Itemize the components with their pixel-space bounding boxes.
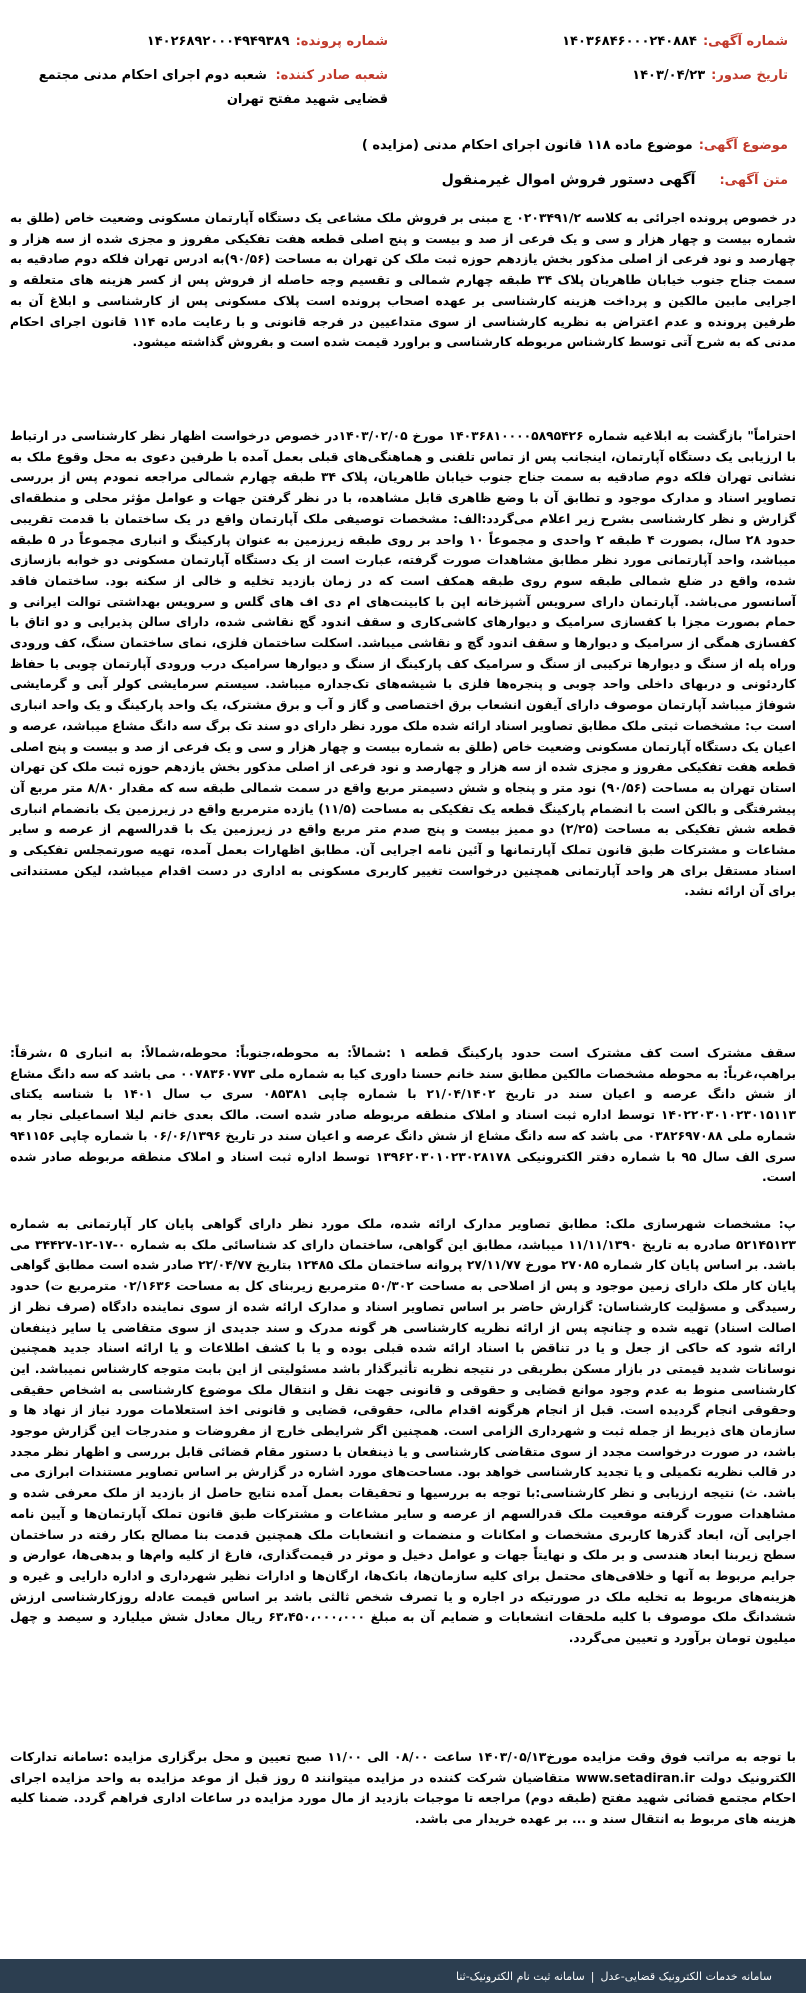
site-footer	[0, 1959, 806, 1993]
paragraph-expert-report: احتراماً" بازگشت به ابلاغیه شماره ۱۴۰۳۶۸۱۰۰۰۰۵۸۹۵۴۲۶ مورخ ۱۴۰۳/۰۲/۰۵در خصوص درخواست اظهار نظر کارشناسی در ارتباط با ارزیابی یک دستگاه آپارتمان، اینجانب پس از تماس تلفنی و هماهنگی‌های قبلی بعمل آمده با طرفین دعوی به محل وقوع ملک به نشانی تهران فلکه دوم صادقیه به سمت جناح جنوب خیابان طاهریان، پلاک ۳۴ طبقه چهارم شمالی مراجعه نمودم پس از بررسی تصاویر اسناد و مدارک موجود و تطابق آن با وضع ظاهری قابل مشاهده، با در نظر گرفتن جهات و عوامل مؤثر محلی و منطقه‌ای گزارش و نظر کارشناسی بشرح زیر اعلام می‌گردد:الف: مشخصات توصیفی ملک آپارتمان واقع در یک ساختمان با قدمت تقریبی حدود ۲۸ سال، بصورت ۴ طبقه ۲ واحدی و مجموعاً ۱۰ واحد بر روی طبقه زیرزمین به عنوان پارکینگ و انباری مجموعاً در ۵ طبقه میباشد، واحد آپارتمانی مورد نظر مطابق مشاهدات صورت گرفته، عبارت است از یک دستگاه آپارتمان مسکونی دو خوابه بازسازی شده، واقع در ضلع شمالی طبقه سوم روی طبقه همکف است که در زمان بازدید تخلیه و خالی از سکنه بود. ساختمان فاقد آسانسور می‌باشد. آپارتمان دارای سرویس آشپزخانه اپن با کابینت‌های ام دی اف های گلس و سرویس بهداشتی توالت ایرانی و حمام بصورت مجزا با کفسازی سرامیک و دیوارهای کاشی‌کاری و سقف اندود گچ نقاشی شده، دارای سالن پذیرایی و دو اتاق با کفسازی همگی از سرامیک و دیوارها و سقف اندود گچ و نقاشی میباشد. اسکلت ساختمان فلزی، نمای ساختمان سنگ، کف ورودی وراه پله از سنگ و دیوارها ترکیبی از سنگ و سرامیک کف پارکینگ از سنگ و دیوارها سرامیک درب ورودی آپارتمان چوبی با حفاظ کاردئونی و دربهای داخلی واحد چوبی و پنجره‌ها فلزی با شیشه‌های تک‌جداره میباشد. سیستم سرمایشی کولر آبی و گرمایشی شوفاژ میباشد آپارتمان موصوف دارای آیفون انشعاب برق اختصاصی و گاز و آب و برق مشترک، یک واحد پارکینگ و یک واحد انباری است ب: مشخصات ثبتی ملک مطابق تصاویر اسناد ارائه شده ملک مورد نظر دارای دو سند تک برگ سه دانگ مشاع میباشد، عرصه و اعیان یک دستگاه آپارتمان مسکونی وضعیت خاص (طلق به شماره بیست و چهار هزار و سی و یک فرعی از صد و بیست و پنج اصلی قطعه هفت تفکیکی مفروز و مجزی شده از سه هزار و چهارصد و نود فرعی از اصلی مذکور بخش یازدهم حوزه ثبت ملک کن تهران استان تهران به مساحت (۹۰/۵۶) نود متر و پنجاه و شش دسیمتر مربع واقع در سمت شمالی طبقه سه که مقدار ۸/۸۰ متر مربع آن پیشرفتگی و بالکن است با انضمام پارکینگ قطعه یک تفکیکی به مساحت (۱۱/۵) یازده مترمربع واقع در زیرزمین یک بانضمام انباری قطعه شش تفکیکی به مساحت (۲/۲۵) دو ممیز بیست و پنج صدم متر مربع واقع در زیرزمین یک با قدرالسهم از عرصه و سایر مشاعات و مشترکات طبق قانون تملک آپارتمانها و آئین نامه اجرایی آن. مطابق اظهارات بعمل آمده، تهیه صورتمجلس تفکیکی و اسناد مستقل برای هر واحد آپارتمانی همچنین درخواست تغییر کاربری مسکونی به اداری در دست اقدام میباشد، لیکن مستنداتی برای آن ارائه نشد.	[10, 429, 797, 899]
text-label: متن آگهی:	[719, 172, 788, 188]
issue-date-label: تاریخ صدور:	[711, 67, 788, 83]
ad-text-header	[18, 172, 788, 188]
footer-link-adl[interactable]: سامانه خدمات الکترونیک قضایی-عدل	[600, 1969, 772, 1983]
branch-label: شعبه صادر کننده:	[275, 68, 388, 83]
subject-value: موضوع ماده ۱۱۸ قانون اجرای احکام مدنی (مزایده )	[361, 138, 693, 153]
issue-date-value: ۱۴۰۳/۰۴/۲۳	[632, 67, 706, 83]
paragraph-owners: سقف مشترک است کف مشترک است حدود پارکینگ قطعه ۱ :شمالاً: به محوطه،جنوباً: محوطه،شمالاً: به انباری ۵ ،شرقاً: براهپ،غرباً: به محوطه مشخصات مالکین مطابق سند خانم حسنا داوری کیا به شماره ملی ۰۰۷۸۳۶۰۷۷۳ می باشد که سه دانگ مشاع از شش دانگ عرصه و اعیان سند در تاریخ ۲۱/۰۴/۱۴۰۲ با شماره چاپی ۰۸۵۳۸۱ سری ب سال ۱۴۰۱ با شناسه یکتای ۱۴۰۲۲۰۳۰۱۰۲۳۰۱۵۱۱۳ توسط اداره ثبت اسناد و املاک منطقه مربوطه صادر شده است. مالک بعدی خانم لیلا اسماعیلی نجار به شماره ملی ۰۳۸۲۶۹۷۰۸۸ می باشد که سه دانگ مشاع از شش دانگ عرصه و اعیان سند در تاریخ ۰۶/۰۶/۱۳۹۶ با شماره چاپی ۹۴۱۱۵۶ سری الف سال ۹۵ با شماره دفتر الکترونیکی ۱۳۹۶۲۰۳۰۱۰۲۳۰۲۸۱۷۸ توسط اداره ثبت اسناد و املاک منطقه مربوطه صادر شده است.	[10, 1046, 796, 1185]
paragraph-valuation: پ: مشخصات شهرسازی ملک: مطابق تصاویر مدارک ارائه شده، ملک مورد نظر دارای گواهی پایان کار آپارتمانی به شماره ۵۲۱۴۵۱۲۳ صادره به تاریخ ۱۱/۱۱/۱۳۹۰ میباشد، مطابق این گواهی، ساختمان دارای کد شناسائی ملک به شماره ۰-۱۷-۱۲-۳۴۴۲۷ می باشد. بر اساس پایان کار شماره ۲۷۰۸۵ مورخ ۲۷/۱۱/۷۷ پروانه ساختمان ملک ۱۲۴۸۵ بتاریخ ۲۲/۰۴/۷۷ صادر شده است مطابق گواهی پایان کار ملک دارای زمین موجود و پس از اصلاحی به مساحت ۵۰/۳۰۲ مترمربع زیربنای کل به مساحت ۰۲/۱۶۳۶ مترمربع ت) حدود رسیدگی و مسؤلیت کارشناسان: گزارش حاضر بر اساس تصاویر اسناد و مدارک ارائه شده از سوی نماینده دادگاه (صرف نظر از اصالت اسناد) تهیه شده و چنانچه پس از ارائه نظریه کارشناسی هر گونه مدرک و سند جدیدی از سوی متقاضی یا سایر ذینفعان ارائه شود که حاکی از جعل و یا در تناقض با اسناد ارائه شده قبلی بوده و یا با کشف اطلاعات و یا ارائه اسناد جدید همچنین نوسانات شدید قیمتی در بازار مسکن بطریقی در نتیجه نظریه تأثیرگذار باشد مسئولیتی از این بابت متوجه کارشناس نمیباشد. این کارشناسی منوط به عدم وجود موانع قضایی و حقوقی و قانونی جهت نقل و انتقال ملک موضوع کارشناسی به اشخاص حقیقی وحقوقی انجام گردیده است. قبل از انجام هرگونه اقدام مالی، حقوقی، قضایی و قانونی اخذ استعلامات مورد نیاز از نهاد ها و سازمان های ذیربط از جمله ثبت و شهرداری الزامی است. همچنین اگر شرایطی خارج از مفروضات و مندرجات این گزارش موجود باشد، در صورت درخواست مجدد از سوی متقاضی کارشناسی و یا ذینفعان با دستور مقام قضائی قابل بررسی و اظهار نظر مجدد در قالب نظریه تکمیلی و یا تجدید کارشناسی خواهد بود. مساحت‌های مورد اشاره در گزارش بر اساس تصاویر مستندات ابرازی می باشد. ث) نتیجه ارزیابی و نظر کارشناسی:با توجه به بررسیها و تحقیقات بعمل آمده نتایج حاصل از بازدید از ملک معرفی شده و مشاهدات صورت گرفته موقعیت ملک قدرالسهم از عرصه و سایر مشاعات و مشترکات طبق قانون تملک آپارتمان‌ها و آیین نامه اجرایی آن، ابعاد گذرها کاربری مشخصات و امکانات و منضمات و انشعابات ملک همچنین قدمت بنا مصالح بکار رفته در ساختمان سطح زیربنا ابعاد هندسی و بر ملک و نهایتاً جهات و عوامل دخیل و موثر در قیمت‌گذاری، فارغ از کلیه وام‌ها و بدهی‌ها، عوارض و جرایم مربوط به آنها و خلافی‌های محتمل برای کلیه سازمان‌ها، بانک‌ها، ارگان‌ها و ادارات نظیر شهرداری و اداره دارایی و غیره و هزینه‌های مربوط به تخلیه ملک در صورتیکه در اجاره و یا تصرف شخص ثالثی باشد بر اساس قیمت عادله روزکارشناسی ارزش ششدانگ ملک موصوف با کلیه ملحقات انشعابات و ضمایم آن به مبلغ ۶۳،۴۵۰،۰۰۰،۰۰۰ ریال معادل شش میلیارد و سیصد و چهل میلیون تومان برآورد و تعیین می‌گردد.	[10, 1217, 797, 1646]
footer-link-sana[interactable]: سامانه ثبت نام الکترونیک-ثنا	[455, 1969, 585, 1983]
case-number-label: شماره پرونده:	[295, 33, 388, 49]
issue-date	[388, 68, 788, 83]
paragraph-auction-time: با توجه به مراتب فوق وقت مزایده مورخ۱۴۰۳/۰۵/۱۳ ساعت ۰۸/۰۰ الی ۱۱/۰۰ صبح تعیین و محل برگزاری مزایده :سامانه تدارکات الکترونیک دولت www.setadiran.ir متقاضیان شرکت کننده در مزایده میتوانند ۵ روز قبل از موعد مزایده به واحد مزایده اجرای احکام مجتمع قضائی شهید مفتح (طبقه دوم) مراجعه تا موجبات بازدید از مال مورد مزایده در ساعات اداری فراهم گردد. ضمنا کلیه هزینه های مربوط به انتقال سند و ... بر عهده خریدار می باشد.	[10, 1750, 796, 1827]
branch-value: شعبه دوم اجرای احکام مدنی مجتمع قضایی شهید مفتح تهران	[38, 68, 388, 107]
subject-label: موضوع آگهی:	[698, 138, 788, 153]
case-number-value: ۱۴۰۲۶۸۹۲۰۰۰۴۹۴۹۳۸۹	[146, 33, 290, 49]
header-row-numbers	[18, 28, 788, 54]
ad-subject	[18, 138, 788, 153]
ad-number-label: شماره آگهی:	[702, 33, 788, 49]
case-number	[147, 34, 388, 49]
paragraph-case-intro: در خصوص پرونده اجرائی به کلاسه ۰۲۰۳۴۹۱/۲ ج مبنی بر فروش ملک مشاعی یک دستگاه آپارتمان مسکونی وضعیت خاص (طلق به شماره بیست و چهار هزار و سی و یک فرعی از صد و بیست و پنج اصلی قطعه هفت تفکیکی مفروز و مجزی شده از سه هزار و چهارصد و نود فرعی از اصلی مذکور بخش یازدهم حوزه ثبت ملک کن تهران به مساحت (۹۰/۵۶)به ادرس تهران فلکه دوم صادقیه به سمت جناح جنوب خیابان طاهریان پلاک ۳۴ طبقه چهارم شمالی و تقسیم وجه حاصله از فروش پس از کسر هزینه های متعلقه و اجرایی مابین مالکین و پرداخت هزینه کارشناسی بر عهده اصحاب پرونده است پلاک مسکونی پس از کارشناسی و ابلاغ آن به طرفین پرونده و عدم اعتراض به نظریه کارشناسی از سوی متداعیین در فرجه قانونی و با رعایت ماده ۱۱۴ قانون اجرای احکام مدنی که به شرح آتی توسط کارشناس مربوطه کارشناسی و براورد قیمت شده است و بفروش گذاشته میشود.	[10, 211, 797, 350]
issuing-branch	[18, 64, 388, 112]
footer-separator: |	[590, 1969, 595, 1983]
ad-title: آگهی دستور فروش اموال غیرمنقول	[441, 172, 696, 188]
ad-number-value: ۱۴۰۳۶۸۴۶۰۰۰۲۴۰۸۸۴	[562, 33, 697, 49]
ad-number	[388, 34, 788, 49]
